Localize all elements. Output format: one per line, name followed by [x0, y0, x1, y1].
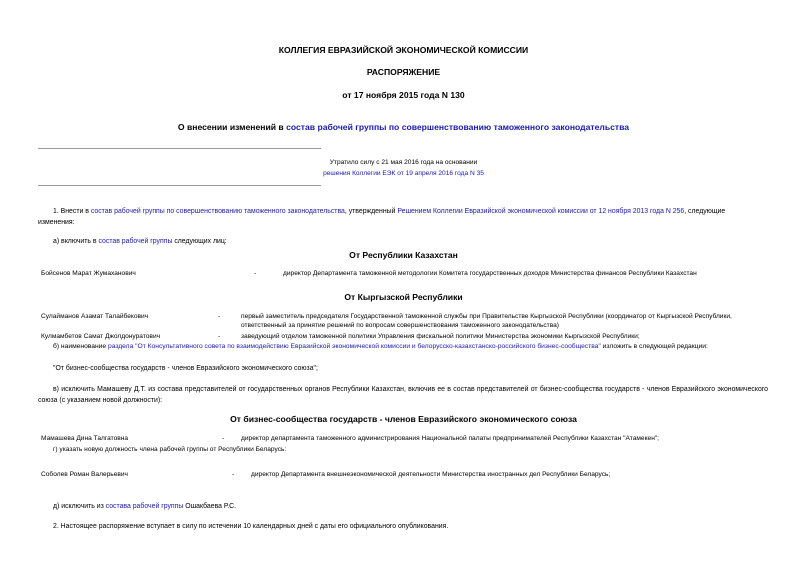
divider-bottom: [38, 185, 321, 186]
para-1: [53, 208, 725, 215]
title-link[interactable]: состав рабочей группы по совершенствованию таможенного законодательства: [286, 122, 630, 132]
para-1-text-b: , утвержденный: [344, 208, 398, 215]
para-d: [53, 503, 236, 510]
org-name: КОЛЛЕГИЯ ЕВРАЗИЙСКОЙ ЭКОНОМИЧЕСКОЙ КОМИССИИ: [278, 45, 529, 55]
member-position: директор департамента таможенного администрирования Национальной палаты предпринимателей Республики Казахстан "Атамекен";: [241, 435, 660, 442]
para-d-link[interactable]: состава рабочей группы: [105, 503, 184, 510]
member-dash: -: [232, 471, 235, 478]
member-dash: -: [222, 435, 225, 442]
validity-note: Утратило силу с 21 мая 2016 года на основании: [329, 159, 478, 166]
member-name: Соболев Роман Валерьевич: [41, 471, 128, 478]
para-v-line1: в) исключить Мамашеву Д.Т. из состава представителей от государственных органов Республики Казахстан, включив ее в состав представителей от бизнес-сообщества государств - членов Евразийского: [53, 386, 716, 393]
member-name: Мамашева Дина Талгатовна: [41, 435, 129, 442]
para-d-text-b: Ошакбаева Р.С.: [183, 503, 237, 510]
para-a-text-b: следующих лиц:: [172, 238, 227, 245]
para-v-line2: экономического союза (с указанием новой должности):: [38, 386, 768, 404]
doc-title: [0, 122, 807, 132]
para-b: [53, 343, 708, 350]
para-v: [38, 384, 768, 406]
member-position: директор Департамента таможенной методологии Комитета государственных доходов Министерства финансов Республики Казахстан: [283, 270, 697, 277]
para-b-text-b: изложить в следующей редакции:: [600, 343, 708, 350]
section-kyrgyzstan: От Кыргызской Республики: [344, 292, 463, 302]
doc-date: от 17 ноября 2015 года N 130: [342, 90, 465, 100]
member-name: Кулмамбетов Самат Джолдонуратович: [41, 333, 161, 340]
member-position: первый заместитель председателя Государственной таможенной службы при Правительстве Кыргызской Республики (координатор от Кыргызской Республики,: [241, 313, 732, 320]
section-kazakhstan: От Республики Казахстан: [349, 250, 458, 260]
member-position-cont: ответственный за принятие решений по вопросам совершенствования таможенного законодательства): [241, 322, 559, 329]
para-a-text-a: а) включить в: [53, 238, 99, 245]
divider-top: [38, 148, 321, 149]
para-b-quote: "От бизнес-сообщества государств - членов Евразийского экономического союза";: [53, 365, 318, 372]
para-b-link[interactable]: раздела "От Консультативного совета по взаимодействию Евразийской экономической комиссии и белорусско-казахстанско-российского бизнес-сообщества": [108, 343, 601, 350]
para-1-text-a: 1. Внести в: [53, 208, 91, 215]
para-1-link-decision[interactable]: Решением Коллегии Евразийской экономической комиссии от 12 ноября 2013 года N 256: [397, 208, 685, 215]
title-prefix: О внесении изменений в: [177, 122, 287, 132]
para-a: [53, 238, 227, 245]
doc-type: РАСПОРЯЖЕНИЕ: [366, 67, 441, 77]
member-position: заведующий отделом таможенной политики Управления фискальной политики Министерства экономики Кыргызской Республики;: [241, 333, 640, 340]
para-2: 2. Настоящее распоряжение вступает в силу по истечении 10 календарных дней с даты его официального опубликования.: [53, 523, 449, 530]
member-dash: -: [218, 313, 221, 320]
para-d-text-a: д) исключить из: [53, 503, 106, 510]
validity-link[interactable]: решения Коллегии ЕЭК от 19 апреля 2016 года N 35: [323, 170, 484, 177]
para-b-text-a: б) наименование: [53, 343, 108, 350]
member-dash: -: [254, 270, 257, 277]
member-dash: -: [218, 333, 221, 340]
section-business: От бизнес-сообщества государств - членов Евразийского экономического союза: [230, 414, 577, 424]
member-name: Сулайманов Азамат Талайбекович: [41, 313, 149, 320]
para-a-link[interactable]: состав рабочей группы: [98, 238, 173, 245]
para-1-text-c: , следующие: [684, 208, 726, 215]
member-name: Бойсенов Марат Жумаханович: [41, 270, 136, 277]
member-position: директор Департамента внешнеэкономической деятельности Министерства иностранных дел Республики Беларусь;: [251, 471, 611, 478]
para-1-line2: изменения:: [38, 219, 75, 226]
para-1-link-group[interactable]: состав рабочей группы по совершенствованию таможенного законодательства: [90, 208, 345, 215]
para-g: г) указать новую должность члена рабочей группы от Республики Беларусь:: [53, 446, 287, 453]
